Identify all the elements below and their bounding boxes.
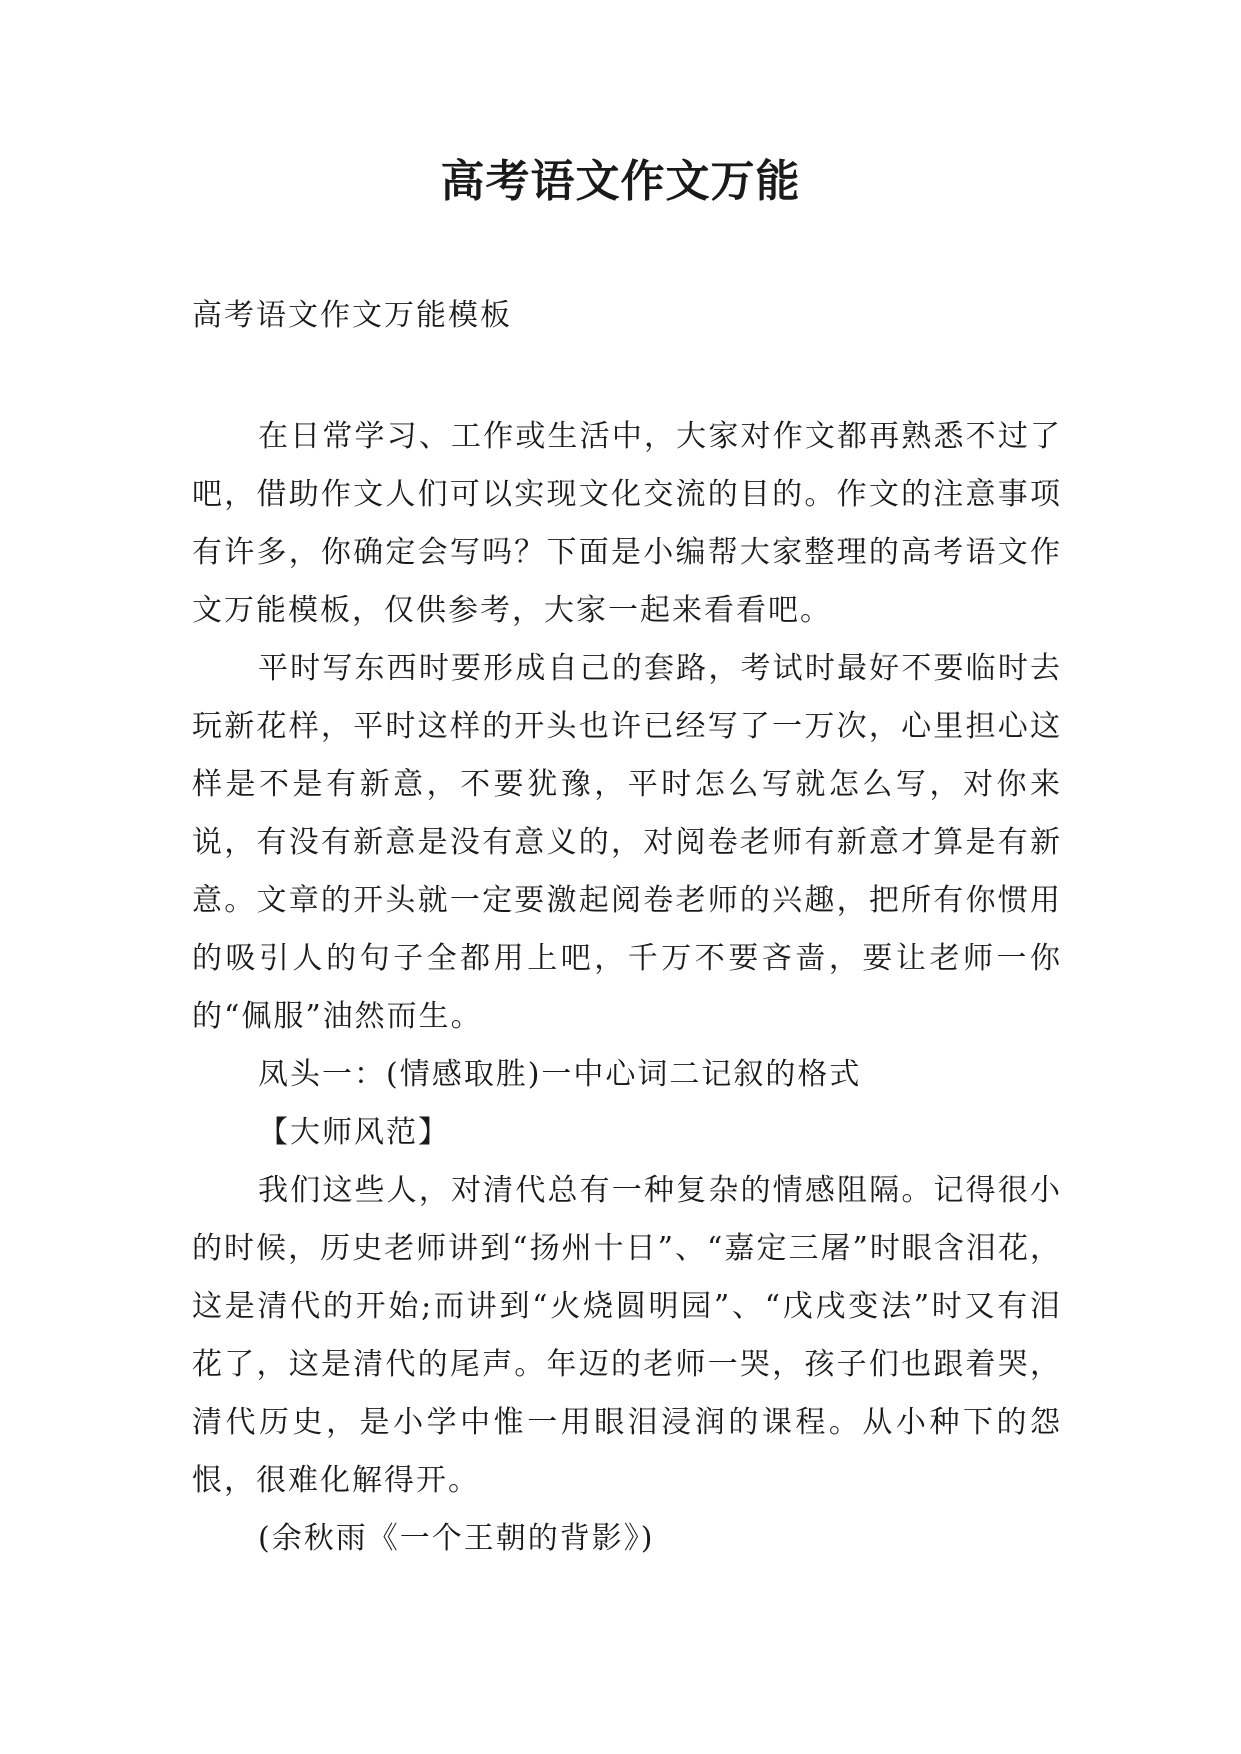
paragraph-heading-emotion: 凤头一：(情感取胜)一中心词二记叙的格式 (258, 1057, 862, 1092)
document-title: 高考语文作文万能 (440, 156, 801, 207)
paragraph-intro: 在日常学习、工作或生活中，大家对作文都再熟悉不过了吧，借助作文人们可以实现文化交流的目的。作文的注意事项有许多，你确定会写吗？下面是小编帮大家整理的高考语文作文万能模板，仅供参考，大家一起来看看吧。 (192, 419, 1062, 628)
paragraph-master-style: 【大师风范】 (258, 1115, 450, 1150)
paragraph-source: (余秋雨《一个王朝的背影》) (258, 1521, 655, 1556)
paragraph-routine: 平时写东西时要形成自己的套路，考试时最好不要临时去玩新花样，平时这样的开头也许已经写了一万次，心里担心这样是不是有新意，不要犹豫，平时怎么写就怎么写，对你来说，有没有新意是没有意义的，对阅卷老师有新意才算是有新意。文章的开头就一定要激起阅卷老师的兴趣，把所有你惯用的吸引人的句子全都用上吧，千万不要吝啬，要让老师一你的“佩服”油然而生。 (192, 651, 1062, 1034)
document-subtitle: 高考语文作文万能模板 (192, 298, 512, 333)
paragraph-quote: 我们这些人，对清代总有一种复杂的情感阻隔。记得很小的时候，历史老师讲到“扬州十日”、“嘉定三屠”时眼含泪花，这是清代的开始;而讲到“火烧圆明园”、“戊戌变法”时又有泪花了，这是清代的尾声。年迈的老师一哭，孩子们也跟着哭，清代历史，是小学中惟一用眼泪浸润的课程。从小种下的怨恨，很难化解得开。 (192, 1173, 1062, 1498)
document-body (192, 408, 1062, 1568)
